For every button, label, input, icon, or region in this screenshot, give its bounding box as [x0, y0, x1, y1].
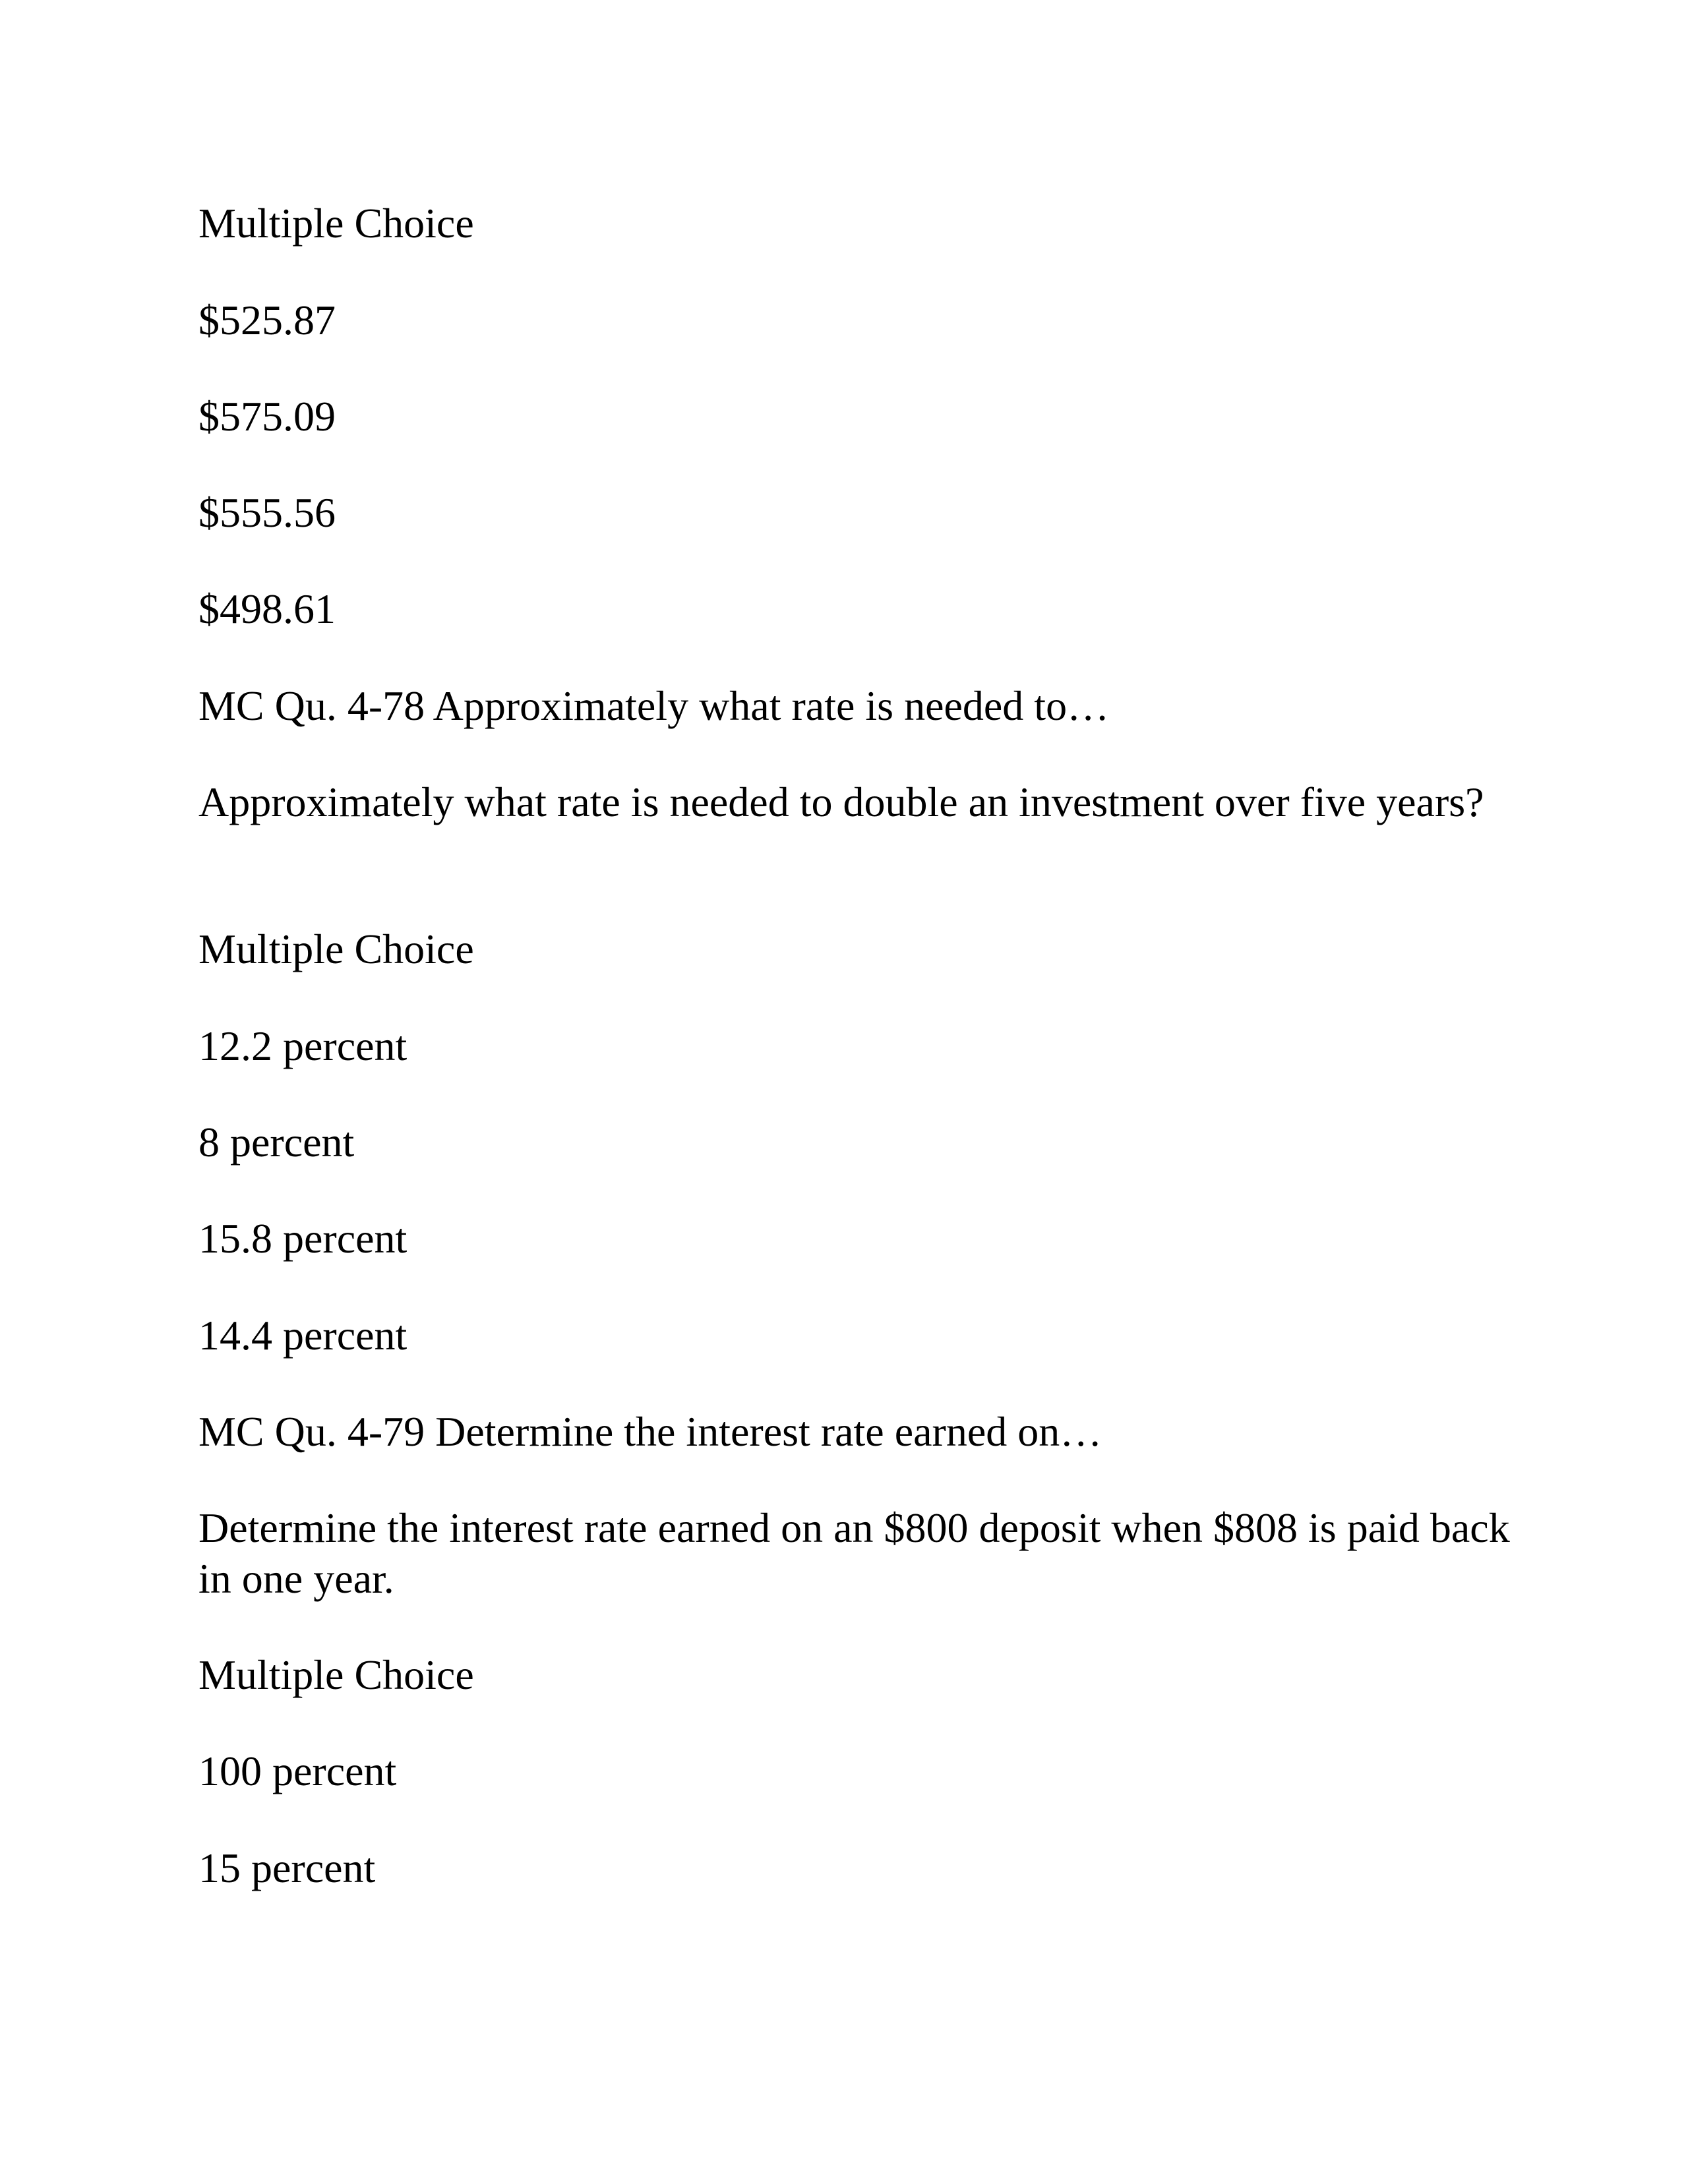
answer-option-8-percent: 8 percent	[198, 1119, 355, 1166]
multiple-choice-label-2: Multiple Choice	[198, 926, 474, 972]
answer-option-100-percent: 100 percent	[198, 1748, 397, 1794]
answer-option-525-87: $525.87	[198, 297, 336, 343]
answer-option-575-09: $575.09	[198, 393, 336, 440]
answer-option-12-2-percent: 12.2 percent	[198, 1022, 407, 1069]
question-heading-4-79: MC Qu. 4-79 Determine the interest rate earned on…	[198, 1408, 1102, 1455]
answer-option-15-8-percent: 15.8 percent	[198, 1215, 407, 1262]
question-text-4-78: Approximately what rate is needed to double an investment over five years?	[198, 779, 1484, 825]
question-heading-4-78: MC Qu. 4-78 Approximately what rate is needed to…	[198, 682, 1110, 729]
multiple-choice-label-1: Multiple Choice	[198, 200, 474, 247]
question-text-4-79: Determine the interest rate earned on an $800 deposit when $808 is paid back in one year.	[198, 1504, 1510, 1602]
answer-option-498-61: $498.61	[198, 585, 336, 632]
answer-option-555-56: $555.56	[198, 489, 336, 536]
answer-option-14-4-percent: 14.4 percent	[198, 1312, 407, 1359]
multiple-choice-label-3: Multiple Choice	[198, 1651, 474, 1698]
answer-option-15-percent: 15 percent	[198, 1845, 376, 1891]
